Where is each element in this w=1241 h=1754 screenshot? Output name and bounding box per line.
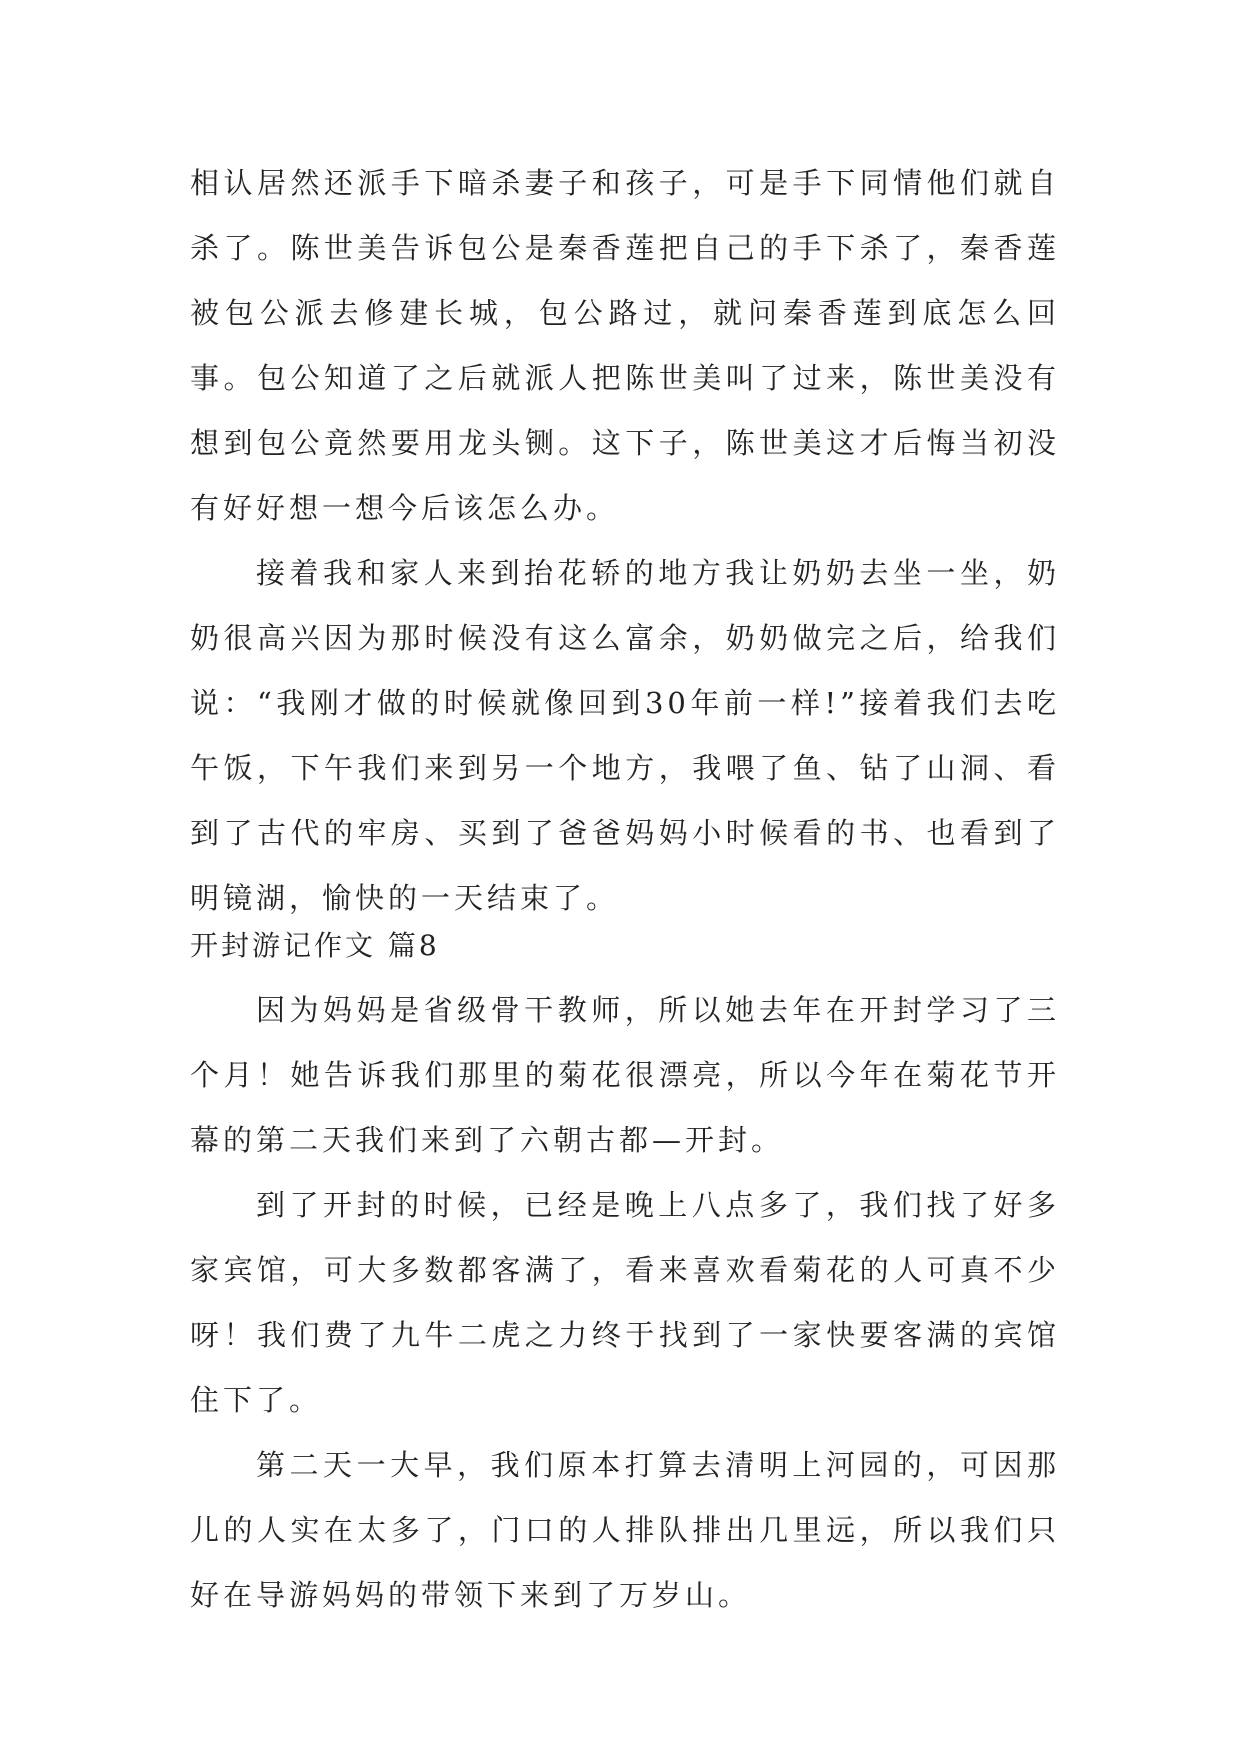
body-paragraph: 第二天一大早，我们原本打算去清明上河园的，可因那儿的人实在太多了，门口的人排队排出几里远，所以我们只好在导游妈妈的带领下来到了万岁山。	[190, 1448, 1060, 1612]
body-paragraph: 到了开封的时候，已经是晚上八点多了，我们找了好多家宾馆，可大多数都客满了，看来喜欢看菊花的人可真不少呀！我们费了九牛二虎之力终于找到了一家快要客满的宾馆住下了。	[190, 1188, 1060, 1417]
text-block-section-8	[190, 913, 1060, 1628]
body-paragraph: 接着我和家人来到抬花轿的地方我让奶奶去坐一坐，奶奶很高兴因为那时候没有这么富余，奶奶做完之后，给我们说：“我刚才做的时候就像回到30年前一样!”接着我们去吃午饭，下午我们来到另一个地方，我喂了鱼、钻了山洞、看到了古代的牢房、买到了爸爸妈妈小时候看的书、也看到了明镜湖，愉快的一天结束了。	[190, 556, 1060, 915]
continuation-paragraph: 相认居然还派手下暗杀妻子和孩子，可是手下同情他们就自杀了。陈世美告诉包公是秦香莲把自己的手下杀了，秦香莲被包公派去修建长城，包公路过，就问秦香莲到底怎么回事。包公知道了之后就派人把陈世美叫了过来，陈世美没有想到包公竟然要用龙头铡。这下子，陈世美这才后悔当初没有好好想一想今后该怎么办。	[190, 166, 1060, 525]
text-block-top	[190, 151, 1060, 931]
body-paragraph: 因为妈妈是省级骨干教师，所以她去年在开封学习了三个月！她告诉我们那里的菊花很漂亮，所以今年在菊花节开幕的第二天我们来到了六朝古都—开封。	[190, 993, 1060, 1157]
section-title: 开封游记作文 篇8	[190, 929, 440, 962]
